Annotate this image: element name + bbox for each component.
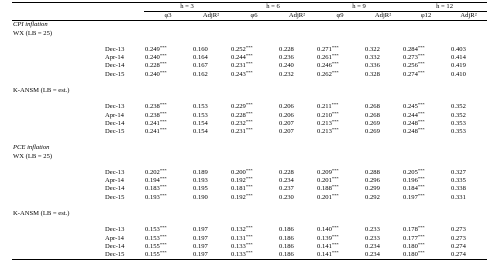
table-cell: 0.200***	[231, 167, 253, 176]
significance-stars: ***	[245, 102, 253, 108]
significance-stars: ***	[159, 184, 167, 190]
table-cell: 0.195	[193, 185, 208, 193]
table-cell: 0.207	[279, 128, 294, 135]
section-title-row	[12, 144, 487, 152]
table-cell: 0.164	[193, 54, 208, 62]
table-cell: 0.192***	[231, 176, 253, 185]
row-date: Dec-15	[105, 128, 125, 135]
table-cell: 0.186	[278, 251, 316, 260]
significance-stars: ***	[417, 184, 425, 190]
column-header: φ9	[316, 12, 364, 21]
table-cell: 0.167	[193, 62, 208, 70]
table-cell: 0.234	[279, 177, 294, 185]
table-cell: 0.213***	[317, 127, 339, 135]
significance-stars: ***	[159, 241, 167, 247]
table-cell: 0.228	[279, 168, 294, 176]
table-cell: 0.153	[193, 103, 208, 111]
table-cell: 0.201***	[317, 176, 339, 185]
table-cell: 0.230	[279, 193, 294, 201]
significance-stars: ***	[245, 53, 253, 59]
significance-stars: ***	[331, 69, 339, 75]
significance-stars: ***	[159, 192, 167, 198]
significance-stars: ***	[159, 110, 167, 116]
section-title: PCE inflation	[13, 144, 50, 152]
column-header: AdjR²	[450, 12, 487, 21]
group-label: K-ANSM (LB = est.)	[13, 87, 70, 94]
table-cell: 0.256***	[403, 61, 425, 70]
table-cell: 0.273***	[403, 53, 425, 62]
table-cell: 0.243***	[231, 69, 253, 78]
significance-stars: ***	[417, 225, 425, 231]
table-cell: 0.180***	[403, 241, 425, 250]
table-cell: 0.153***	[145, 233, 167, 242]
table-cell: 0.240***	[145, 53, 167, 62]
table-cell: 0.141***	[317, 241, 339, 250]
table-cell: 0.249***	[145, 45, 167, 53]
group-label-row	[12, 30, 487, 38]
table-cell: 0.197	[193, 242, 208, 250]
row-date: Dec-13	[105, 46, 125, 53]
significance-stars: ***	[417, 167, 425, 173]
table-cell: 0.237	[279, 185, 294, 193]
table-cell: 0.240***	[145, 69, 167, 78]
spacer-cell	[12, 79, 487, 87]
table-cell: 0.273	[451, 234, 466, 242]
significance-stars: ***	[417, 118, 425, 124]
table-cell: 0.252***	[231, 45, 253, 53]
table-header	[12, 3, 487, 21]
significance-stars: ***	[331, 241, 339, 247]
row-indent	[12, 103, 104, 111]
table-cell: 0.268	[365, 103, 380, 111]
table-cell: 0.352	[451, 111, 466, 119]
table-cell: 0.231***	[231, 127, 253, 135]
row-indent	[12, 120, 104, 128]
significance-stars: ***	[245, 45, 253, 50]
significance-stars: ***	[245, 176, 253, 182]
row-date: Dec-13	[105, 103, 125, 111]
significance-stars: ***	[159, 53, 167, 59]
table-cell: 0.178***	[403, 225, 425, 234]
table-row	[12, 194, 487, 202]
row-date: Apr-14	[105, 111, 124, 119]
table-cell: 0.296	[365, 177, 380, 185]
table-cell: 0.132***	[231, 225, 253, 234]
table-cell: 0.210***	[317, 110, 339, 119]
table-cell: 0.207	[279, 119, 294, 127]
table-cell: 0.201***	[317, 192, 339, 201]
table-cell: 0.196***	[403, 176, 425, 185]
table-cell: 0.234	[365, 242, 380, 250]
table-cell: 0.186	[279, 226, 294, 234]
row-date: Dec-15	[105, 70, 125, 78]
table-cell: 0.188***	[317, 184, 339, 193]
table-cell: 0.414	[451, 54, 466, 62]
table-cell: 0.140***	[317, 225, 339, 234]
row-indent	[12, 226, 104, 234]
table-cell: 0.141***	[316, 251, 364, 260]
horizon-header: h = 6	[230, 3, 316, 12]
spacer-row	[12, 136, 487, 144]
significance-stars: ***	[159, 225, 167, 231]
table-cell: 0.299	[365, 185, 380, 193]
significance-stars: ***	[245, 61, 253, 67]
table-cell: 0.133***	[231, 241, 253, 250]
table-cell: 0.246***	[317, 61, 339, 70]
table-cell: 0.233	[365, 226, 380, 234]
table-cell: 0.268	[365, 111, 380, 119]
significance-stars: ***	[331, 249, 339, 255]
column-header: φ12	[402, 12, 450, 21]
row-indent	[12, 177, 104, 185]
table-cell: 0.197	[192, 251, 230, 260]
significance-stars: ***	[331, 127, 339, 132]
significance-stars: ***	[417, 176, 425, 182]
significance-stars: ***	[245, 69, 253, 75]
table-row	[12, 128, 487, 136]
horizon-header: h = 3	[144, 3, 230, 12]
table-cell: 0.228***	[231, 110, 253, 119]
row-date: Dec-15	[104, 251, 144, 260]
table-cell: 0.133***	[230, 251, 278, 260]
column-header: φ3	[144, 12, 192, 21]
significance-stars: ***	[159, 176, 167, 182]
significance-stars: ***	[331, 233, 339, 239]
table-cell: 0.332	[365, 54, 380, 62]
significance-stars: ***	[417, 45, 425, 50]
horizon-header: h = 12	[402, 3, 487, 12]
row-date: Dec-14	[105, 242, 125, 250]
significance-stars: ***	[331, 45, 339, 50]
significance-stars: ***	[331, 110, 339, 116]
spacer-row	[12, 202, 487, 210]
row-indent	[12, 54, 104, 62]
table-cell: 0.228	[279, 46, 294, 53]
row-date: Apr-14	[105, 54, 124, 62]
table-cell: 0.139***	[317, 233, 339, 242]
horizon-header: h = 9	[316, 3, 402, 12]
table-cell: 0.193	[193, 177, 208, 185]
column-header: φ6	[230, 12, 278, 21]
table-cell: 0.241***	[145, 118, 167, 127]
table-cell: 0.236	[279, 54, 294, 62]
significance-stars: ***	[417, 127, 425, 132]
row-indent	[12, 46, 104, 54]
significance-stars: ***	[245, 241, 253, 247]
table-cell: 0.262***	[317, 69, 339, 78]
table-cell: 0.238***	[145, 102, 167, 111]
significance-stars: ***	[417, 61, 425, 67]
row-date: Dec-13	[105, 168, 125, 176]
significance-stars: ***	[417, 249, 425, 255]
table-cell: 0.335	[451, 177, 466, 185]
group-label-row	[12, 210, 487, 218]
significance-stars: ***	[417, 102, 425, 108]
table-cell: 0.238***	[145, 110, 167, 119]
row-indent	[12, 112, 104, 120]
table-cell: 0.209***	[317, 167, 339, 176]
significance-stars: ***	[417, 241, 425, 247]
table-cell: 0.177***	[403, 233, 425, 242]
table-cell: 0.189	[193, 168, 208, 176]
significance-stars: ***	[331, 102, 339, 108]
row-indent	[12, 251, 104, 260]
column-header: AdjR²	[364, 12, 402, 21]
table-cell: 0.184***	[403, 184, 425, 193]
significance-stars: ***	[159, 102, 167, 108]
significance-stars: ***	[245, 225, 253, 231]
table-cell: 0.153	[193, 111, 208, 119]
row-indent	[12, 243, 104, 251]
table-cell: 0.233	[365, 234, 380, 242]
table-cell: 0.273	[451, 226, 466, 234]
table-cell: 0.288	[365, 168, 380, 176]
significance-stars: ***	[245, 118, 253, 124]
table-cell: 0.162	[193, 70, 208, 78]
significance-stars: ***	[245, 233, 253, 239]
group-label-row	[12, 153, 487, 161]
table-cell: 0.181***	[231, 184, 253, 193]
regression-table	[12, 2, 487, 260]
table-cell: 0.183***	[145, 184, 167, 193]
table-cell: 0.244***	[231, 53, 253, 62]
table-row	[12, 71, 487, 79]
row-date: Dec-14	[105, 119, 125, 127]
table-cell: 0.231***	[231, 61, 253, 70]
significance-stars: ***	[331, 118, 339, 124]
significance-stars: ***	[331, 61, 339, 67]
row-indent	[12, 62, 104, 70]
table-cell: 0.274	[450, 251, 487, 260]
significance-stars: ***	[245, 110, 253, 116]
significance-stars: ***	[331, 225, 339, 231]
table-cell: 0.327	[451, 168, 466, 176]
row-date: Dec-14	[105, 62, 125, 70]
section-title: CPI inflation	[13, 21, 48, 29]
table-row	[12, 251, 487, 260]
corner-cell	[12, 3, 104, 12]
significance-stars: ***	[159, 61, 167, 67]
table-cell: 0.190	[193, 193, 208, 201]
table-cell: 0.194***	[145, 176, 167, 185]
significance-stars: ***	[417, 69, 425, 75]
table-cell: 0.186	[279, 242, 294, 250]
spacer-cell	[12, 202, 487, 210]
row-date: Apr-14	[105, 234, 124, 242]
table-body	[12, 21, 487, 260]
significance-stars: ***	[331, 53, 339, 59]
group-label: K-ANSM (LB = est.)	[13, 209, 70, 217]
significance-stars: ***	[159, 249, 167, 255]
significance-stars: ***	[245, 192, 253, 198]
table-cell: 0.232	[279, 70, 294, 78]
table-cell: 0.154	[193, 128, 208, 135]
significance-stars: ***	[417, 53, 425, 59]
table-cell: 0.228***	[145, 61, 167, 70]
row-indent	[12, 71, 104, 79]
table-cell: 0.186	[279, 234, 294, 242]
table-cell: 0.322	[365, 46, 380, 53]
table-cell: 0.269	[365, 128, 380, 135]
significance-stars: ***	[417, 110, 425, 116]
table-cell: 0.353	[451, 128, 466, 135]
table-cell: 0.244***	[403, 110, 425, 119]
significance-stars: ***	[159, 45, 167, 50]
significance-stars: ***	[245, 167, 253, 173]
row-indent	[12, 169, 104, 177]
table-cell: 0.284***	[403, 45, 425, 53]
table-cell: 0.155***	[144, 251, 192, 260]
table-cell: 0.336	[365, 62, 380, 70]
table-cell: 0.331	[451, 193, 466, 201]
table-cell: 0.240	[279, 62, 294, 70]
spacer-cell	[12, 136, 487, 144]
table-cell: 0.328	[365, 70, 380, 78]
significance-stars: ***	[245, 127, 253, 132]
table-cell: 0.180***	[402, 251, 450, 260]
row-date: Dec-13	[105, 226, 125, 234]
significance-stars: ***	[159, 127, 167, 132]
table-cell: 0.245***	[403, 102, 425, 111]
table-cell: 0.410	[451, 70, 466, 78]
table-cell: 0.271***	[317, 45, 339, 53]
corner-cell	[104, 3, 144, 12]
significance-stars: ***	[417, 233, 425, 239]
table-cell: 0.274	[451, 242, 466, 250]
table-cell: 0.154	[193, 119, 208, 127]
table-cell: 0.353	[451, 119, 466, 127]
table-cell: 0.338	[451, 185, 466, 193]
table-cell: 0.202***	[145, 167, 167, 176]
significance-stars: ***	[159, 69, 167, 75]
table-cell: 0.248***	[403, 127, 425, 135]
table-cell: 0.232***	[231, 118, 253, 127]
significance-stars: ***	[245, 184, 253, 190]
column-header: AdjR²	[192, 12, 230, 21]
table-cell: 0.197	[193, 234, 208, 242]
table-cell: 0.211***	[317, 102, 339, 111]
table-cell: 0.261***	[317, 53, 339, 62]
row-indent	[12, 128, 104, 136]
row-indent	[12, 194, 104, 202]
group-label-row	[12, 87, 487, 95]
table-cell: 0.155***	[145, 241, 167, 250]
table-cell: 0.206	[279, 103, 294, 111]
group-label: WX (LB = 25)	[13, 152, 53, 160]
section-title-row	[12, 21, 487, 30]
row-date: Dec-14	[105, 185, 125, 193]
table-cell: 0.248***	[403, 118, 425, 127]
column-header: AdjR²	[278, 12, 316, 21]
significance-stars: ***	[159, 233, 167, 239]
row-date: Apr-14	[105, 177, 124, 185]
table-cell: 0.269	[365, 119, 380, 127]
table-cell: 0.160	[193, 46, 208, 53]
significance-stars: ***	[245, 249, 253, 255]
table-cell: 0.205***	[403, 167, 425, 176]
row-indent	[12, 235, 104, 243]
table-cell: 0.131***	[231, 233, 253, 242]
table-cell: 0.241***	[145, 127, 167, 135]
corner-cell	[12, 12, 104, 21]
spacer-row	[12, 79, 487, 87]
table-cell: 0.234	[364, 251, 402, 260]
significance-stars: ***	[331, 167, 339, 173]
table-cell: 0.193***	[145, 192, 167, 201]
corner-cell	[104, 12, 144, 21]
significance-stars: ***	[417, 192, 425, 198]
group-label: WX (LB = 25)	[13, 29, 53, 37]
table-cell: 0.403	[451, 46, 466, 53]
significance-stars: ***	[159, 167, 167, 173]
row-date: Dec-15	[105, 193, 125, 201]
significance-stars: ***	[331, 176, 339, 182]
table-cell: 0.206	[279, 111, 294, 119]
row-indent	[12, 185, 104, 193]
table-cell: 0.292	[365, 193, 380, 201]
significance-stars: ***	[159, 118, 167, 124]
table-cell: 0.352	[451, 103, 466, 111]
significance-stars: ***	[331, 192, 339, 198]
table-cell: 0.229***	[231, 102, 253, 111]
table-cell: 0.192***	[231, 192, 253, 201]
table-cell: 0.274***	[403, 69, 425, 78]
table-cell: 0.153***	[145, 225, 167, 234]
table-cell: 0.197	[193, 226, 208, 234]
significance-stars: ***	[331, 184, 339, 190]
table-cell: 0.197***	[403, 192, 425, 201]
table-cell: 0.419	[451, 62, 466, 70]
table-cell: 0.213***	[317, 118, 339, 127]
